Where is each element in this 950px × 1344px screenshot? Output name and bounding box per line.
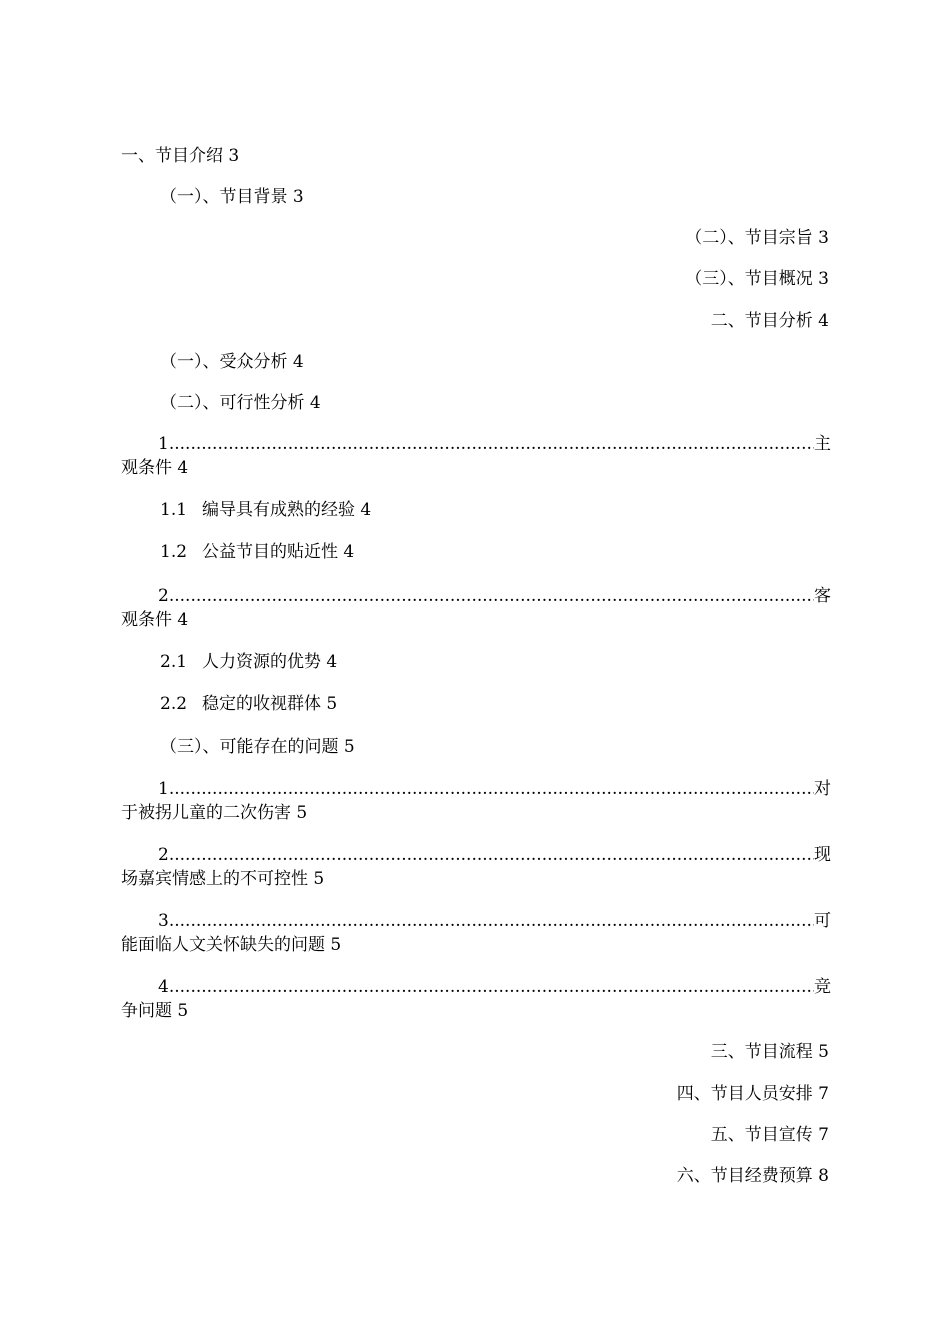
toc-entry-feasibility-analysis[interactable]: （二）、可行性分析 4 (160, 393, 321, 413)
toc-entry-continuation: 观条件 4 (121, 458, 189, 478)
toc-entry-number: 2 (158, 845, 169, 865)
dot-leader (169, 433, 814, 455)
toc-entry-issue-4[interactable] (158, 976, 831, 998)
toc-entry-label-start: 竞 (814, 977, 831, 997)
toc-entry-continuation: 观条件 4 (121, 610, 189, 630)
toc-entry-continuation: 场嘉宾情感上的不可控性 5 (121, 869, 325, 889)
dot-leader (169, 585, 814, 607)
toc-entry-issue-2[interactable] (158, 844, 831, 866)
toc-entry-number: 2.2 (160, 694, 188, 714)
toc-entry-label-start: 主 (814, 434, 831, 454)
toc-entry-label: 人力资源的优势 4 (202, 652, 338, 672)
toc-entry-subjective-conditions[interactable] (158, 433, 831, 455)
toc-entry-purpose[interactable]: （二）、节目宗旨 3 (685, 228, 829, 248)
toc-entry-section-3[interactable]: 三、节目流程 5 (710, 1042, 829, 1062)
toc-entry-number: 1 (158, 779, 169, 799)
toc-entry-number: 4 (158, 977, 169, 997)
dot-leader (169, 910, 814, 932)
toc-entry-background[interactable]: （一）、节目背景 3 (160, 187, 304, 207)
dot-leader (169, 844, 814, 866)
toc-entry-label: 公益节目的贴近性 4 (202, 542, 355, 562)
toc-entry-issue-3[interactable] (158, 910, 831, 932)
toc-entry-number: 1.2 (160, 542, 188, 562)
toc-entry-human-resources[interactable] (160, 651, 337, 673)
toc-entry-issue-1[interactable] (158, 778, 831, 800)
toc-entry-label-start: 现 (814, 845, 831, 865)
toc-entry-section-6[interactable]: 六、节目经费预算 8 (676, 1166, 829, 1186)
toc-entry-overview[interactable]: （三）、节目概况 3 (685, 269, 829, 289)
toc-entry-section-2[interactable]: 二、节目分析 4 (710, 311, 829, 331)
toc-entry-continuation: 于被拐儿童的二次伤害 5 (121, 803, 308, 823)
dot-leader (169, 778, 814, 800)
toc-entry-section-4[interactable]: 四、节目人员安排 7 (676, 1084, 829, 1104)
toc-entry-label-start: 客 (814, 586, 831, 606)
toc-entry-section-1[interactable]: 一、节目介绍 3 (121, 146, 240, 166)
toc-entry-number: 1.1 (160, 500, 188, 520)
dot-leader (169, 976, 814, 998)
toc-entry-label-start: 对 (814, 779, 831, 799)
toc-entry-number: 3 (158, 911, 169, 931)
toc-entry-public-welfare-proximity[interactable] (160, 541, 354, 563)
toc-entry-continuation: 能面临人文关怀缺失的问题 5 (121, 935, 342, 955)
toc-entry-section-5[interactable]: 五、节目宣传 7 (710, 1125, 829, 1145)
toc-entry-number: 2 (158, 586, 169, 606)
toc-entry-label: 编导具有成熟的经验 4 (202, 500, 372, 520)
toc-entry-number: 1 (158, 434, 169, 454)
toc-entry-possible-issues[interactable]: （三）、可能存在的问题 5 (160, 737, 355, 757)
toc-entry-director-experience[interactable] (160, 499, 371, 521)
toc-entry-continuation: 争问题 5 (121, 1001, 189, 1021)
toc-entry-label-start: 可 (814, 911, 831, 931)
toc-entry-stable-audience[interactable] (160, 693, 337, 715)
toc-entry-objective-conditions[interactable] (158, 585, 831, 607)
toc-entry-label: 稳定的收视群体 5 (202, 694, 338, 714)
toc-entry-number: 2.1 (160, 652, 188, 672)
toc-entry-audience-analysis[interactable]: （一）、受众分析 4 (160, 352, 304, 372)
